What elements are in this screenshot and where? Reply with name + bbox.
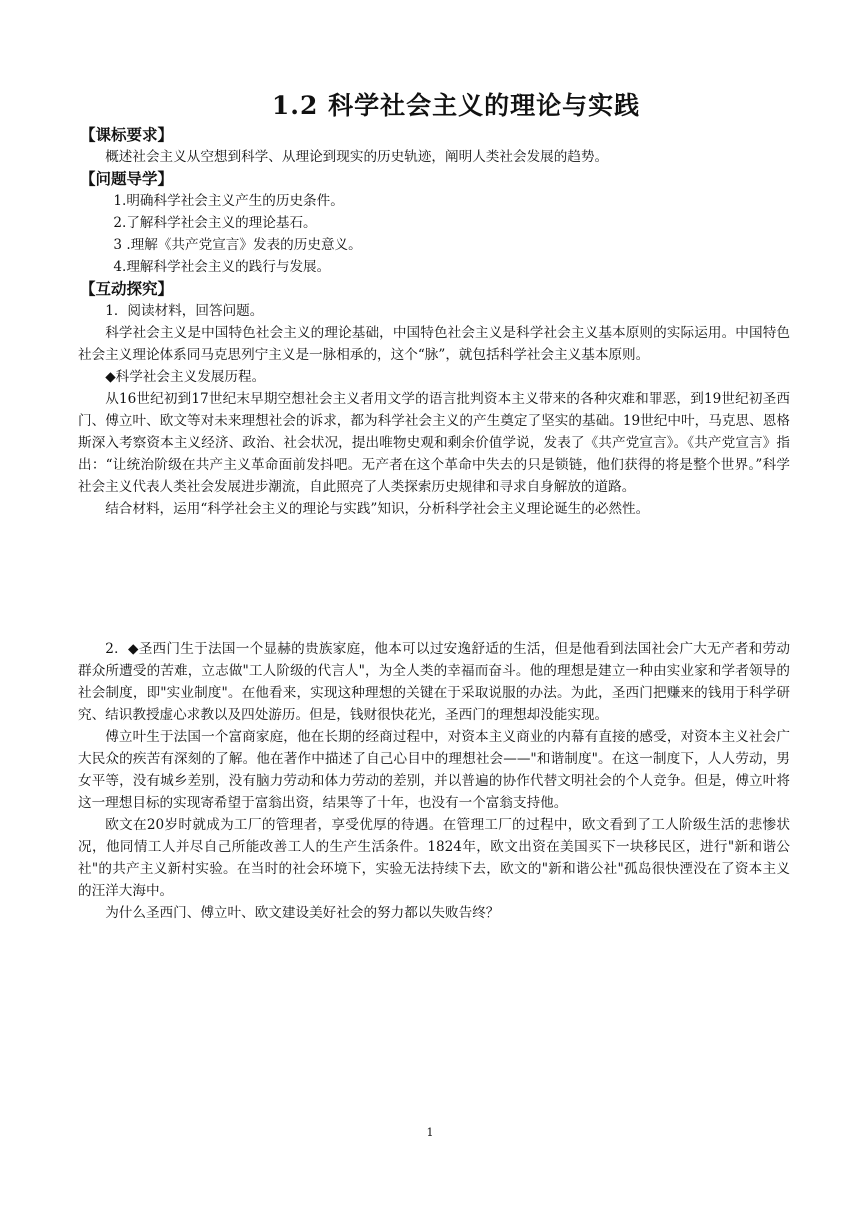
document-body <box>78 124 790 924</box>
guide-item: 4.理解科学社会主义的践行与发展。 <box>113 259 331 275</box>
question-2-paragraph: 欧文在20岁时就成为工厂的管理者，享受优厚的待遇。在管理工厂的过程中，欧文看到了工人阶级生活的悲惨状况，他同情工人并尽自己所能改善工人的生产生活条件。1824年，欧文出资在美国买下一块移民区，进行"新和谐公社"的共产主义新村实验。在当时的社会环境下，实验无法持续下去，欧文的"新和谐公社"孤岛很快湮没在了资本主义的汪洋大海中。 <box>78 817 790 899</box>
material-paragraph: 科学社会主义是中国特色社会主义的理论基础，中国特色社会主义是科学社会主义基本原则的实际运用。中国特色社会主义理论体系同马克思列宁主义是一脉相承的，这个“脉”，就包括科学社会主义基本原则。 <box>78 325 790 363</box>
page-number: 1 <box>426 1126 434 1139</box>
question-1-prompt: 结合材料，运用“科学社会主义的理论与实践”知识，分析科学社会主义理论诞生的必然性。 <box>105 501 650 517</box>
question-2-paragraph: 傅立叶生于法国一个富商家庭，他在长期的经商过程中，对资本主义商业的内幕有直接的感受，对资本主义社会广大民众的疾苦有深刻的了解。他在著作中描述了自己心目中的理想社会——"和谐制度"。在这一制度下，人人劳动，男女平等，没有城乡差别，没有脑力劳动和体力劳动的差别，并以普遍的协作代替文明社会的个人竞争。但是，傅立叶将这一理想目标的实现寄希望于富翁出资，结果等了十年，也没有一个富翁支持他。 <box>78 729 790 811</box>
section-heading-explore: 【互动探究】 <box>80 279 174 298</box>
guide-item: 2.了解科学社会主义的理论基石。 <box>113 215 317 231</box>
question-2-prompt: 为什么圣西门、傅立叶、欧文建设美好社会的努力都以失败告终？ <box>105 905 500 921</box>
requirement-text: 概述社会主义从空想到科学、从理论到现实的历史轨迹，阐明人类社会发展的趋势。 <box>105 149 609 165</box>
section-heading-guide: 【问题导学】 <box>80 169 174 188</box>
section-heading-requirement: 【课标要求】 <box>80 125 174 144</box>
answer-space <box>78 520 790 638</box>
material-subheading: ◆科学社会主义发展历程。 <box>105 369 266 385</box>
guide-item: 3 .理解《共产党宣言》发表的历史意义。 <box>113 237 362 253</box>
question-1-intro: 1．阅读材料，回答问题。 <box>105 303 264 319</box>
document-title: 1.2 科学社会主义的理论与实践 <box>271 91 641 120</box>
guide-item: 1.明确科学社会主义产生的历史条件。 <box>113 193 344 209</box>
material-paragraph: 从16世纪初到17世纪末早期空想社会主义者用文学的语言批判资本主义带来的各种灾难和罪恶，到19世纪初圣西门、傅立叶、欧文等对未来理想社会的诉求，都为科学社会主义的产生奠定了坚实的基础。19世纪中叶，马克思、恩格斯深入考察资本主义经济、政治、社会状况，提出唯物史观和剩余价值学说，发表了《共产党宣言》。《共产党宣言》指出：“让统治阶级在共产主义革命面前发抖吧。无产者在这个革命中失去的只是锁链，他们获得的将是整个世界。”科学社会主义代表人类社会发展进步潮流，自此照亮了人类探索历史规律和寻求自身解放的道路。 <box>78 391 790 495</box>
question-2-paragraph: 2．◆圣西门生于法国一个显赫的贵族家庭，他本可以过安逸舒适的生活，但是他看到法国社会广大无产者和劳动群众所遭受的苦难，立志做"工人阶级的代言人"，为全人类的幸福而奋斗。他的理想是建立一种由实业家和学者领导的社会制度，即"实业制度"。在他看来，实现这种理想的关键在于采取说服的办法。为此，圣西门把赚来的钱用于科学研究、结识教授虚心求教以及四处游历。但是，钱财很快花光，圣西门的理想却没能实现。 <box>78 641 790 723</box>
